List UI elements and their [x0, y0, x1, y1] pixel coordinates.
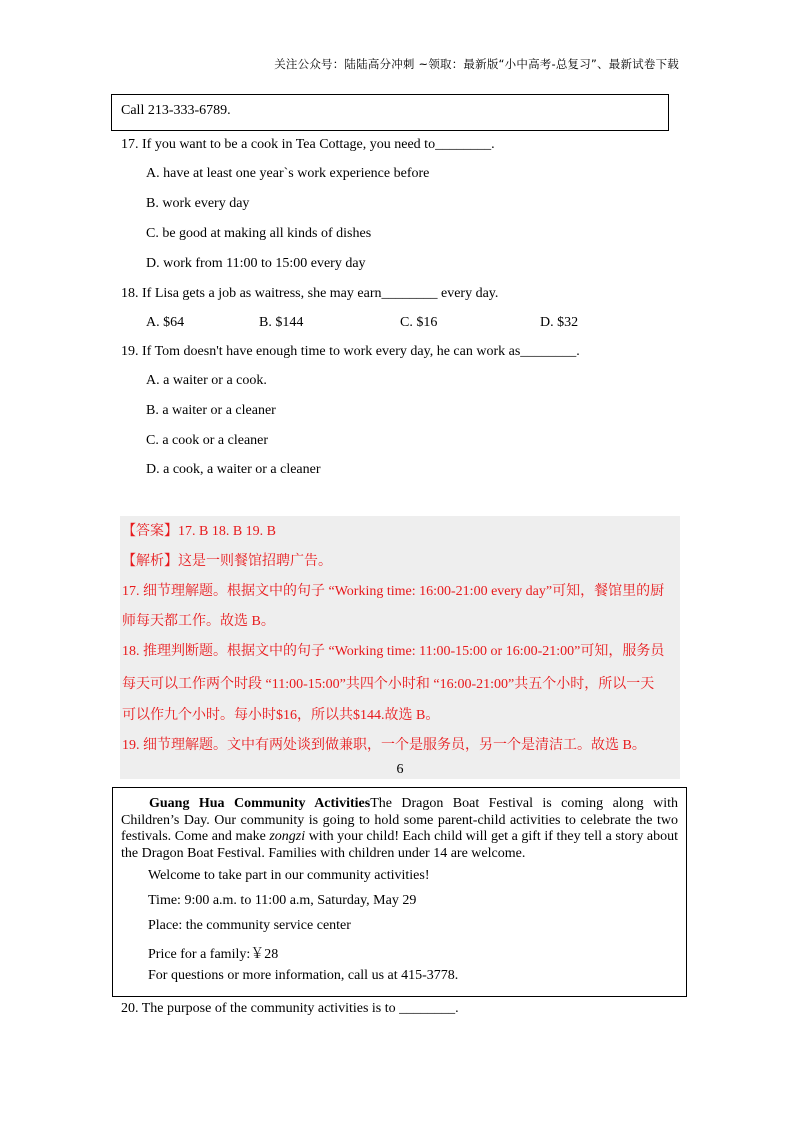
answer-analysis-block	[120, 516, 680, 779]
question-17-stem: 17. If you want to be a cook in Tea Cottage, you need to________.	[121, 137, 495, 152]
analysis-19-line: 19. 细节理解题。文中有两处谈到做兼职，一个是服务员，另一个是清洁工。故选 B。	[122, 738, 646, 753]
page-header: 关注公众号：陆陆高分冲刺 ~领取：最新版“小中高考-总复习”、最新试卷下载	[274, 57, 679, 71]
question-17-option-d: D. work from 11:00 to 15:00 every day	[146, 256, 366, 271]
analysis-18-line-3: 可以作九个小时。每小时$16，所以共$144.故选 B。	[122, 708, 440, 723]
community-time: Time: 9:00 a.m. to 11:00 a.m, Saturday, May 29	[148, 893, 417, 908]
community-contact: For questions or more information, call us at 415-3778.	[148, 968, 459, 983]
community-place: Place: the community service center	[148, 918, 351, 933]
community-intro	[121, 796, 678, 862]
question-19-option-b: B. a waiter or a cleaner	[146, 403, 276, 418]
question-19-option-d: D. a cook, a waiter or a cleaner	[146, 462, 321, 477]
analysis-17-line-1: 17. 细节理解题。根据文中的句子 “Working time: 16:00-21:00 every day”可知，餐馆里的厨	[122, 584, 665, 599]
question-18-stem: 18. If Lisa gets a job as waitress, she may earn________ every day.	[121, 286, 499, 301]
question-17-option-b: B. work every day	[146, 196, 250, 211]
answer-line: 【答案】17. B 18. B 19. B	[122, 524, 277, 539]
question-18-option-b: B. $144	[259, 315, 304, 330]
analysis-intro: 【解析】这是一则餐馆招聘广告。	[122, 554, 332, 569]
community-price: Price for a family:￥28	[148, 947, 279, 962]
community-title: Guang Hua Community Activities	[149, 796, 371, 811]
ad-box-tail	[111, 94, 669, 131]
community-intro-text-b: with your child! Each child will get a gift if they tell a story about the Dragon Boat Festival. Families with children under 14 are welcome.	[121, 829, 678, 861]
question-19-option-a: A. a waiter or a cook.	[146, 373, 267, 388]
question-18-option-d: D. $32	[540, 315, 579, 330]
community-intro-italic: zongzi	[269, 829, 306, 844]
question-17-option-c: C. be good at making all kinds of dishes	[146, 226, 372, 241]
analysis-18-line-1: 18. 推理判断题。根据文中的句子 “Working time: 11:00-15:00 or 16:00-21:00”可知，服务员	[122, 644, 665, 659]
community-activities-box	[112, 787, 687, 997]
page-number: 6	[396, 762, 404, 777]
question-20-stem: 20. The purpose of the community activities is to ________.	[121, 1001, 459, 1016]
question-19-stem: 19. If Tom doesn't have enough time to work every day, he can work as________.	[121, 344, 580, 359]
analysis-18-line-2: 每天可以工作两个时段 “11:00-15:00”共四个小时和 “16:00-21:00”共五个小时，所以一天	[122, 677, 655, 692]
community-intro-text-a: The Dragon Boat Festival is coming along with Children’s Day. Our community is going to hold some parent-child activities to celebrate the two festivals. Come and make	[121, 796, 679, 844]
analysis-17-line-2: 师每天都工作。故选 B。	[122, 614, 275, 629]
question-19-option-c: C. a cook or a cleaner	[146, 433, 269, 448]
ad-phone-line: Call 213-333-6789.	[121, 103, 231, 118]
question-18-option-c: C. $16	[400, 315, 438, 330]
question-18-option-a: A. $64	[146, 315, 185, 330]
question-17-option-a: A. have at least one year`s work experience before	[146, 166, 430, 181]
community-welcome: Welcome to take part in our community activities!	[148, 868, 430, 883]
